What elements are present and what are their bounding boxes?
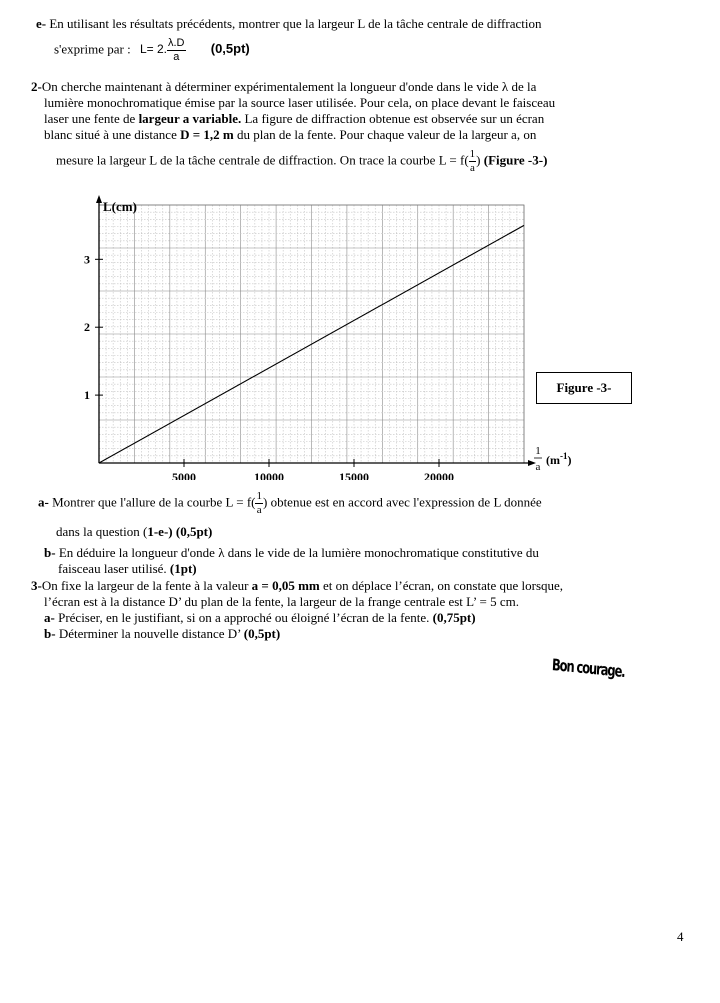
y-tick-label: 2 [84, 320, 90, 335]
x-tick-label: 15000 [339, 470, 369, 480]
question-2-line3: laser une fente de largeur a variable. La figure de diffraction obtenue est observée sur un écran [44, 111, 545, 126]
question-2-line5: mesure la largeur L de la tâche centrale de diffraction. On trace la courbe L = f( $\frac{1}{a}$ ) (Figure -3-) [56, 148, 548, 174]
question-3-line2: l’écran est à la distance D’ du plan de la fente, la largeur de la frange centrale est L’ = 5 cm. [44, 594, 519, 609]
formula-fraction: $\frac{\lambda.D}{a}$ [168, 37, 185, 63]
y-axis-arrow [96, 195, 102, 203]
x-tick-label: 20000 [424, 470, 454, 480]
x-tick-label: 5000 [172, 470, 196, 480]
signature-bon-courage: Bon courage. [551, 655, 626, 682]
formula-lhs: L= 2. [139, 42, 167, 57]
question-3b: b- Déterminer la nouvelle distance D’ (0,5pt) [44, 626, 281, 641]
points-badge: (0,5pt) [210, 41, 250, 57]
y-tick-label: 3 [84, 252, 90, 267]
x-axis-label-numerator: 1 [535, 445, 541, 457]
question-label: e- [36, 16, 47, 31]
question-2-line4: blanc situé à une distance D = 1,2 m du plan de la fente. Pour chaque valeur de la largeur a, on [44, 127, 537, 142]
question-a-line1: a- Montrer que l'allure de la courbe L = f( $\frac{1}{a}$ ) obtenue est en accord avec l'expression de L donnée [38, 490, 542, 516]
y-tick-label: 1 [84, 388, 90, 403]
question-1e-formula-line: s'exprime par : L= 2. $\frac{\lambda.D}{a}$ (0,5pt) [54, 37, 250, 63]
figure-label-box: Figure -3- [536, 372, 632, 404]
question-3-line1: 3-On fixe la largeur de la fente à la valeur a = 0,05 mm et on déplace l’écran, on constate que lorsque, [31, 578, 564, 593]
question-b-line1: b- En déduire la longueur d'onde λ dans le vide de la lumière monochromatique constitutive du [44, 545, 539, 560]
fraction-1-over-a: $\frac{1}{a}$ [469, 148, 476, 174]
question-b-line2: faisceau laser utilisé. (1pt) [58, 561, 197, 576]
page-number: 4 [677, 929, 684, 944]
y-axis-label: L(cm) [103, 199, 137, 214]
question-a-line2: dans la question (1-e-) (0,5pt) [56, 524, 213, 539]
x-axis-label-unit: $(m^{-1})$ [546, 451, 572, 467]
question-1e-line1: e- En utilisant les résultats précédents, montrer que la largeur L de la tâche centrale de diffraction [36, 16, 542, 31]
question-2-line1: 2-On cherche maintenant à déterminer expérimentalement la longueur d'onde dans le vide λ de la [31, 79, 537, 94]
x-tick-label: 10000 [254, 470, 284, 480]
question-2-line2: lumière monochromatique émise par la source laser utilisée. Pour cela, on place devant le faisceau [44, 95, 556, 110]
diffraction-chart [0, 0, 720, 480]
fraction-1-over-a: $\frac{1}{a}$ [256, 490, 262, 516]
x-axis-label-denominator: a [535, 461, 541, 473]
question-3a: a- Préciser, en le justifiant, si on a approché ou éloigné l’écran de la fente. (0,75pt) [44, 610, 476, 625]
chart-grid [99, 205, 524, 463]
